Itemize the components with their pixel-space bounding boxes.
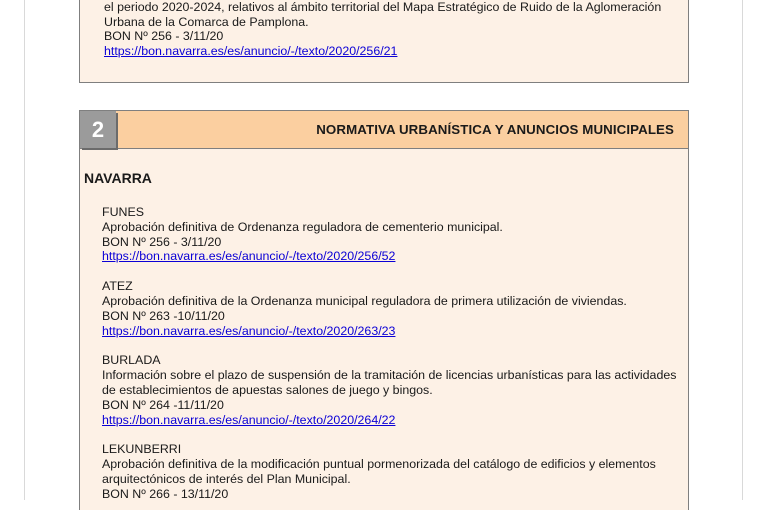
list-item (102, 442, 690, 501)
previous-entry-link[interactable]: https://bon.navarra.es/es/anuncio/-/texto/2020/256/21 (104, 43, 398, 58)
previous-entry-description-line2: Urbana de la Comarca de Pamplona. (104, 14, 309, 29)
section-header (79, 110, 689, 149)
previous-entry (104, 0, 661, 58)
entry-town: FUNES (102, 205, 144, 219)
entry-link[interactable]: https://bon.navarra.es/es/anuncio/-/texto/2020/256/52 (102, 249, 396, 264)
list-item (102, 279, 690, 338)
entry-link[interactable]: https://bon.navarra.es/es/anuncio/-/texto/2020/263/23 (102, 323, 396, 338)
entry-town: LEKUNBERRI (102, 442, 182, 457)
region-heading: NAVARRA (84, 170, 152, 186)
entry-description: Aprobación definitiva de la modificación puntual pormenorizada del catálogo de edificios y elementos arquitectónicos de interés del Plan Municipal. (102, 457, 656, 486)
entry-description: Aprobación definitiva de la Ordenanza municipal reguladora de primera utilización de viviendas. (102, 293, 627, 308)
section-title: NORMATIVA URBANÍSTICA Y ANUNCIOS MUNICIPALES (316, 122, 674, 137)
section-number: 2 (80, 111, 116, 148)
previous-entry-box (79, 0, 689, 83)
entry-bon: BON Nº 266 - 13/11/20 (102, 486, 229, 501)
entry-bon: BON Nº 264 -11/11/20 (102, 397, 224, 412)
list-item (102, 205, 690, 264)
entry-link[interactable]: https://bon.navarra.es/es/anuncio/-/texto/2020/264/22 (102, 412, 396, 427)
document-page (24, 0, 743, 500)
previous-entry-description-line1: el periodo 2020-2024, relativos al ámbito territorial del Mapa Estratégico de Ruido de la Aglomeración (104, 0, 662, 14)
entry-description: Información sobre el plazo de suspensión de la tramitación de licencias urbanísticas para las actividades de establecimientos de apuestas salones de juego y bingos. (102, 368, 677, 397)
section-normativa (79, 110, 689, 510)
entries-list (102, 205, 690, 517)
entry-town: BURLADA (102, 353, 161, 368)
previous-entry-bon: BON Nº 256 - 3/11/20 (104, 29, 224, 44)
entry-town: ATEZ (102, 279, 133, 294)
list-item (102, 353, 690, 427)
entry-description: Aprobación definitiva de Ordenanza reguladora de cementerio municipal. (102, 219, 503, 234)
entry-bon: BON Nº 263 -10/11/20 (102, 308, 225, 323)
entry-bon: BON Nº 256 - 3/11/20 (102, 234, 222, 249)
